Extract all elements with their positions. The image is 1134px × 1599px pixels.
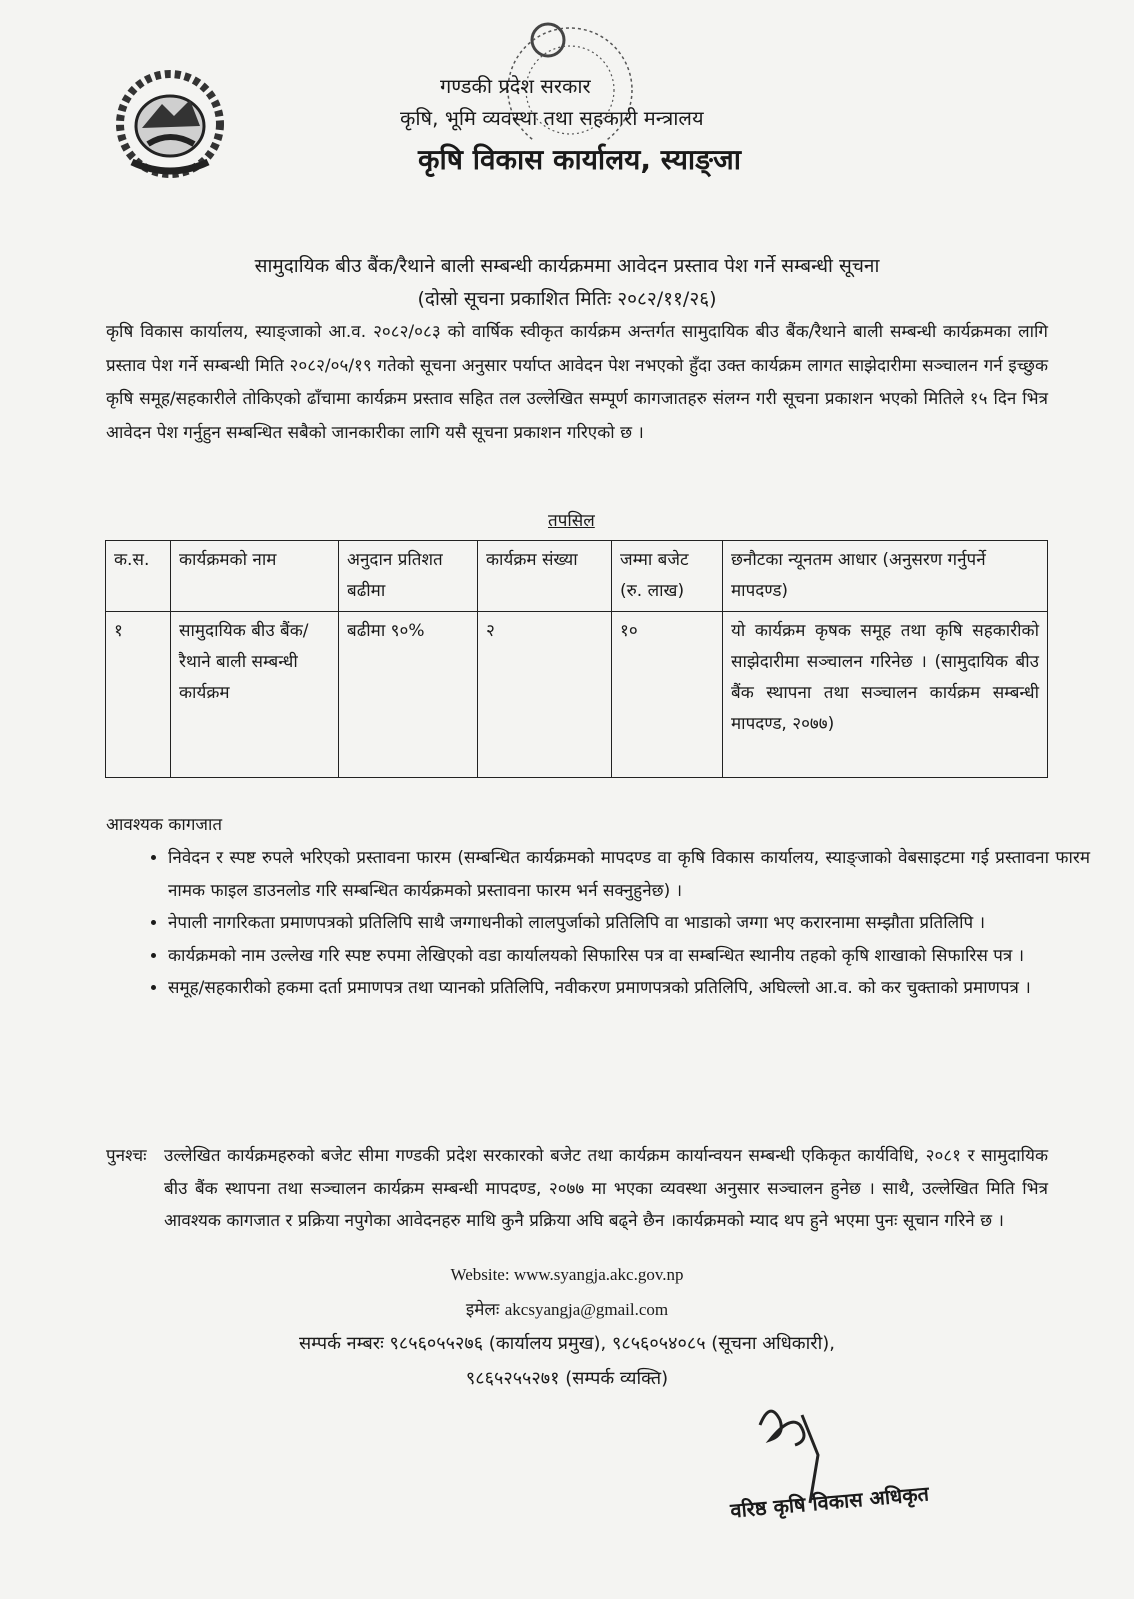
list-item: • नेपाली नागरिकता प्रमाणपत्रको प्रतिलिपि साथै जग्गाधनीको लालपुर्जाको प्रतिलिपि वा भाडाको जग्गा भए करारनामा सम्झौता प्रतिलिपि ।: [168, 907, 1090, 940]
cell-serial: १: [106, 612, 171, 778]
email-label: इमेलः: [465, 1300, 500, 1320]
cell-budget: १०: [612, 612, 723, 778]
cell-criteria: यो कार्यक्रम कृषक समूह तथा कृषि सहकारीको साझेदारीमा सञ्चालन गरिनेछ । (सामुदायिक बीउ बैंक स्थापना तथा सञ्चालन कार्यक्रम सम्बन्धी मापदण्ड, २०७७): [723, 612, 1048, 778]
phone-line-1: सम्पर्क नम्बरः ९८५६०५५२७६ (कार्यालय प्रमुख), ९८५६०५४०८५ (सूचना अधिकारी),: [298, 1333, 836, 1354]
website-link[interactable]: www.syangja.akc.gov.np: [513, 1265, 684, 1284]
notice-title: सामुदायिक बीउ बैंक/रैथाने बाली सम्बन्धी कार्यक्रममा आवेदन प्रस्ताव पेश गर्ने सम्बन्धी सूचना: [254, 255, 880, 277]
documents-heading: आवश्यक कागजात: [106, 815, 223, 835]
header-cell: अनुदान प्रतिशत बढीमा: [339, 541, 478, 612]
government-name: गण्डकी प्रदेश सरकार: [440, 74, 591, 98]
signer-designation: वरिष्ठ कृषि विकास अधिकृत: [729, 1481, 930, 1523]
cell-subsidy: बढीमा ९०%: [339, 612, 478, 778]
email-link[interactable]: akcsyangja@gmail.com: [504, 1300, 669, 1319]
office-name: कृषि विकास कार्यालय, स्याङ्जा: [418, 143, 742, 176]
table-header-row: [106, 541, 1048, 612]
documents-list: [128, 842, 1090, 1005]
ministry-name: कृषि, भूमि व्यवस्था तथा सहकारी मन्त्रालय: [400, 106, 704, 130]
list-item: • समूह/सहकारीको हकमा दर्ता प्रमाणपत्र तथा प्यानको प्रतिलिपि, नवीकरण प्रमाणपत्रको प्रतिलिपि, अघिल्लो आ.व. को कर चुक्ताको प्रमाणपत्र ।: [168, 972, 1090, 1005]
header-cell: छनौटका न्यूनतम आधार (अनुसरण गर्नुपर्ने मापदण्ड): [723, 541, 1048, 612]
header-cell: जम्मा बजेट (रु. लाख): [612, 541, 723, 612]
cell-program-name: सामुदायिक बीउ बैंक/रैथाने बाली सम्बन्धी कार्यक्रम: [171, 612, 339, 778]
nepal-emblem-logo: [112, 66, 228, 182]
header-cell: क.स.: [106, 541, 171, 612]
postscript: [106, 1140, 1048, 1238]
header-cell: कार्यक्रम संख्या: [478, 541, 612, 612]
header-cell: कार्यक्रमको नाम: [171, 541, 339, 612]
list-item: • निवेदन र स्पष्ट रुपले भरिएको प्रस्तावना फारम (सम्बन्धित कार्यक्रमको मापदण्ड वा कृषि विकास कार्यालय, स्याङ्जाको वेबसाइटमा गई प्रस्तावना फारम नामक फाइल डाउनलोड गरि सम्बन्धित कार्यक्रमको प्रस्तावना फारम भर्न सक्नुहुनेछ) ।: [168, 842, 1090, 907]
notice-body: कृषि विकास कार्यालय, स्याङ्जाको आ.व. २०८२/०८३ को वार्षिक स्वीकृत कार्यक्रम अन्तर्गत सामुदायिक बीउ बैंक/रैथाने बाली सम्बन्धी कार्यक्रमका लागि प्रस्ताव पेश गर्ने सम्बन्धी मिति २०८२/०५/१९ गतेको सूचना अनुसार पर्याप्त आवेदन पेश नभएको हुँदा उक्त कार्यक्रम लागत साझेदारीमा सञ्चालन गर्न इच्छुक कृषि समूह/सहकारीले तोकिएको ढाँचामा कार्यक्रम प्रस्ताव सहित तल उल्लेखित सम्पूर्ण कागजातहरु संलग्न गरी सूचना प्रकाशन भएको मितिले १५ दिन भित्र आवेदन पेश गर्नुहुन सम्बन्धित सबैको जानकारीका लागि यसै सूचना प्रकाशन गरिएको छ ।: [106, 322, 1048, 443]
table-caption: तपसिल: [548, 511, 595, 531]
phone-line-2: ९८६५२५५२७१ (सम्पर्क व्यक्ति): [465, 1368, 669, 1389]
cell-count: २: [478, 612, 612, 778]
website-label: Website:: [450, 1265, 510, 1284]
postscript-text: उल्लेखित कार्यक्रमहरुको बजेट सीमा गण्डकी प्रदेश सरकारको बजेट तथा कार्यक्रम कार्यान्वयन सम्बन्धी एकिकृत कार्यविधि, २०८१ र सामुदायिक बीउ बैंक स्थापना तथा सञ्चालन कार्यक्रम सम्बन्धी मापदण्ड, २०७७ मा भएका व्यवस्था अनुसार सञ्चालन हुनेछ । साथै, उल्लेखित मिति भित्र आवश्यक कागजात र प्रक्रिया नपुगेका आवेदनहरु माथि कुनै प्रक्रिया अघि बढ्ने छैन ।कार्यक्रमको म्याद थप हुने भएमा पुनः सूचान गरिने छ ।: [164, 1146, 1048, 1231]
list-item: • कार्यक्रमको नाम उल्लेख गरि स्पष्ट रुपमा लेखिएको वडा कार्यालयको सिफारिस पत्र वा सम्बन्धित स्थानीय तहको कृषि शाखाको सिफारिस पत्र ।: [168, 940, 1090, 973]
email-line: [0, 1297, 1134, 1320]
postscript-label: पुनश्चः: [106, 1146, 147, 1166]
table-row: [106, 612, 1048, 778]
notice-subtitle: (दोस्रो सूचना प्रकाशित मितिः २०८२/११/२६): [417, 288, 717, 310]
program-table: [105, 540, 1048, 778]
website-line: [0, 1265, 1134, 1285]
